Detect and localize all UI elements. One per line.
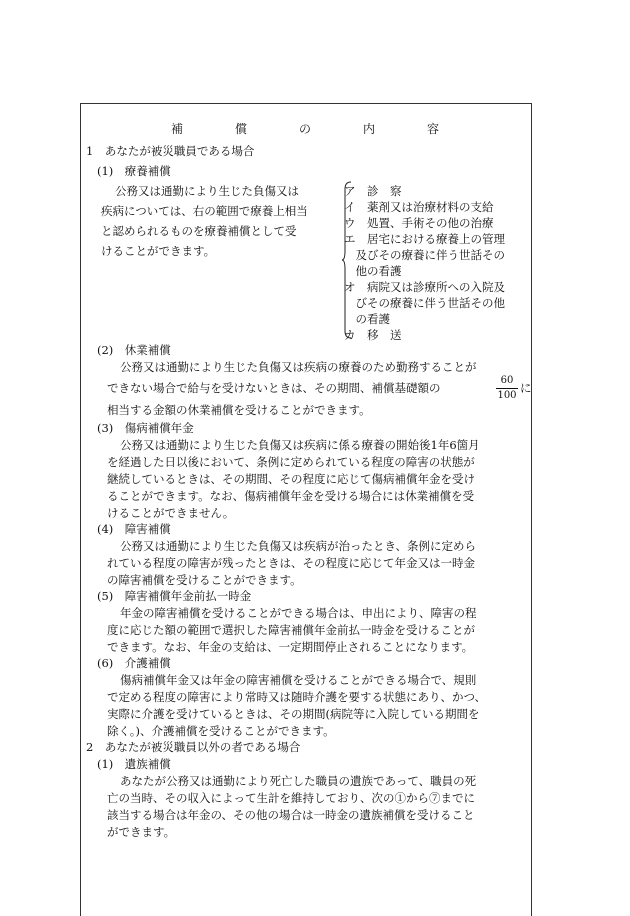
item-1-5-heading: (5) 障害補償年金前払一時金 [97, 589, 252, 603]
page-title: 補 償 の 内 容 [170, 122, 459, 136]
item-1-6-heading: (6) 介護補償 [97, 656, 171, 670]
item-1-5-line: 年金の障害補償を受けることができる場合は、申出により、障害の程 [120, 606, 477, 620]
treatment-list-item: びその療養に伴う世話その他 [344, 296, 505, 310]
item-1-1-body-line: と認められるものを療養補償として受 [101, 224, 297, 238]
fraction-numerator: 60 [500, 375, 514, 386]
item-1-6-line: で定める程度の障害により常時又は随時介護を要する状態にあり、かつ、 [107, 690, 487, 704]
item-1-4-line: の障害補償を受けることができます。 [107, 573, 302, 587]
item-1-6-line: 除く。)、介護補償を受けることができます。 [107, 724, 335, 738]
fraction-60-100 [496, 375, 518, 402]
item-2-1-heading: (1) 遺族補償 [97, 757, 171, 771]
item-1-5-line: 度に応じた額の範囲で選択した障害補償年金前払一時金を受けることが [107, 623, 475, 637]
fraction-bar [496, 388, 518, 389]
item-1-2-heading: (2) 休業補償 [97, 343, 171, 357]
item-2-1-line: あなたが公務又は通勤により死亡した職員の遺族であって、職員の死 [120, 774, 477, 788]
item-2-1-line: 亡の当時、その収入によって生計を維持しており、次の①から⑦までに [107, 791, 475, 805]
item-1-2-line: 相当する金額の休業補償を受けることができます。 [107, 403, 371, 417]
treatment-list-item: の看護 [344, 312, 390, 326]
item-1-3-line: 公務又は通勤により生じた負傷又は疾病に係る療養の開始後1年6箇月 [120, 438, 480, 452]
treatment-list-item: 他の看護 [344, 264, 402, 278]
treatment-list-item: ウ 処置、手術その他の治療 [344, 216, 494, 230]
item-1-4-heading: (4) 障害補償 [97, 522, 171, 536]
item-1-3-line: 継続しているときは、その期間、その程度に応じて傷病補償年金を受け [107, 472, 475, 486]
item-2-1-line: ができます。 [107, 825, 176, 839]
treatment-list-item: カ 移 送 [344, 328, 402, 342]
item-1-2-line: に [520, 381, 532, 395]
item-1-2-line: できない場合で給与を受けないときは、その期間、補償基礎額の [107, 381, 441, 395]
section-1-heading: 1 あなたが被災職員である場合 [86, 144, 255, 158]
fraction-denominator: 100 [497, 390, 517, 401]
treatment-list-item: 及びその療養に伴う世話その [344, 248, 505, 262]
item-1-1-body-line: 公務又は通勤により生じた負傷又は [115, 184, 299, 198]
item-1-2-line: 公務又は通勤により生じた負傷又は疾病の療養のため勤務することが [120, 360, 477, 374]
item-1-3-line: を経過した日以後において、条例に定められている程度の障害の状態が [107, 455, 475, 469]
treatment-list-item: エ 居宅における療養上の管理 [344, 232, 505, 246]
item-1-1-body-line: 疾病については、右の範囲で療養上相当 [101, 204, 308, 218]
treatment-list-item: オ 病院又は診療所への入院及 [344, 280, 505, 294]
item-1-3-line: ることができます。なお、傷病補償年金を受ける場合には休業補償を受 [107, 489, 475, 503]
treatment-list-item: イ 薬剤又は治療材料の支給 [344, 200, 494, 214]
item-1-1-heading: (1) 療養補償 [97, 164, 171, 178]
item-1-6-line: 傷病補償年金又は年金の障害補償を受けることができる場合で、規則 [120, 673, 477, 687]
item-2-1-line: 該当する場合は年金の、その他の場合は一時金の遺族補償を受けること [107, 808, 475, 822]
item-1-4-line: 公務又は通勤により生じた負傷又は疾病が治ったとき、条例に定めら [120, 539, 477, 553]
section-2-heading: 2 あなたが被災職員以外の者である場合 [86, 740, 301, 754]
item-1-4-line: れている程度の障害が残ったときは、その程度に応じて年金又は一時金 [107, 556, 475, 570]
item-1-6-line: 実際に介護を受けているときは、その期間(病院等に入院している期間を [107, 707, 480, 721]
item-1-3-heading: (3) 傷病補償年金 [97, 421, 194, 435]
item-1-1-body-line: けることができます。 [101, 244, 216, 258]
treatment-list-item: ア 診 察 [344, 184, 402, 198]
item-1-5-line: できます。なお、年金の支給は、一定期間停止されることになります。 [107, 640, 474, 654]
item-1-3-line: けることができません。 [107, 506, 235, 520]
